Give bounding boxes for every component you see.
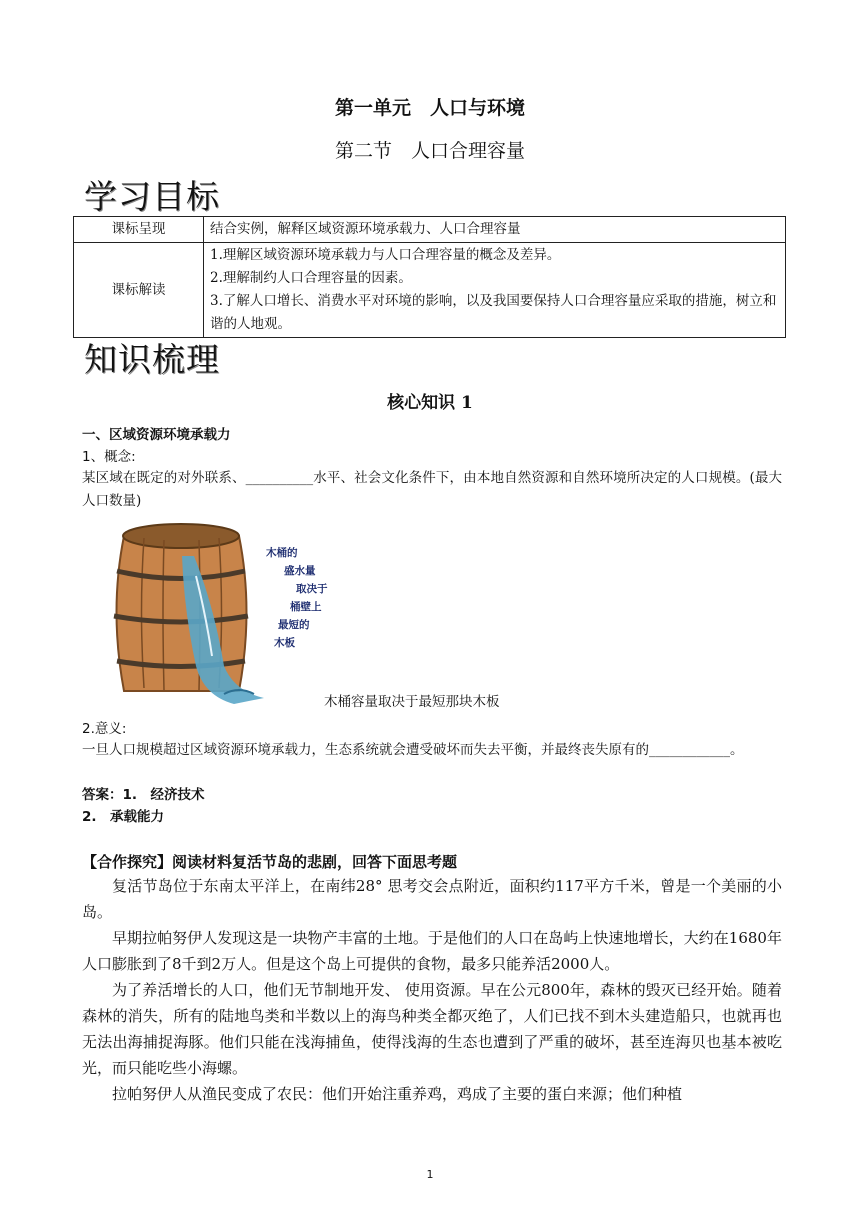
barrel-handwriting [266,544,328,652]
page-number: 1 [426,1168,434,1181]
story-paragraph: 复活节岛位于东南太平洋上，在南纬28° 思考交会点附近，面积约117平方千米，曾是一个美丽的小岛。 [82,877,782,921]
core-knowledge-title: 核心知识 1 [387,393,473,413]
knowledge-review-heading: 知识梳理 [84,340,220,379]
section-title: 第二节 人口合理容量 [334,140,525,162]
unit-title: 第一单元 人口与环境 [334,97,525,119]
handwriting-line: 木板 [274,637,295,649]
handwriting-line: 桶壁上 [290,601,322,613]
row-content [204,243,786,338]
story-paragraph: 为了养活增长的人口，他们无节制地开发、 使用资源。早在公元800年，森林的毁灭已经开始。随着森林的消失，所有的陆地鸟类和半数以上的海鸟种类全都灭绝了，人们已找不到木头建造船只，也就再也无法出海捕捉海豚。他们只能在浅海捕鱼，使得浅海的生态也遭到了严重的破坏，甚至连海贝也基本被吃光，而只能吃些小海螺。 [82,981,782,1077]
concept-text: 某区域在既定的对外联系、__________水平、社会文化条件下，由本地自然资源和自然环境所决定的人口规模。(最大人口数量) [82,470,782,509]
row-label: 课标解读 [74,243,204,338]
row-line: 结合实例，解释区域资源环境承载力、人口合理容量 [210,221,521,237]
table-row [74,243,786,338]
row-content [204,217,786,243]
image-caption: 木桶容量取决于最短那块木板 [324,694,500,710]
story-paragraph: 早期拉帕努伊人发现这是一块物产丰富的土地。于是他们的人口在岛屿上快速地增长，大约在1680年人口膨胀到了8千到2万人。但是这个岛上可提供的食物，最多只能养活2000人。 [82,929,782,973]
story-paragraph: 拉帕努伊人从渔民变成了农民：他们开始注重养鸡，鸡成了主要的蛋白来源；他们种植 [112,1085,683,1103]
learning-goals-table [73,216,786,338]
meaning-label: 2.意义: [82,721,127,737]
cooperative-inquiry-heading: 【合作探究】阅读材料复活节岛的悲剧，回答下面思考题 [82,853,458,871]
row-line: 3.了解人口增长、消费水平对环境的影响，以及我国要保持人口合理容量应采取的措施，树立和谐的人地观。 [210,293,777,332]
story-body [82,873,782,1107]
handwriting-line: 木桶的 [266,547,298,559]
meaning-text: 一旦人口规模超过区域资源环境承载力，生态系统就会遭受破坏而失去平衡，并最终丧失原有的____________。 [82,742,744,758]
handwriting-line: 最短的 [278,619,310,631]
handwriting-line: 取决于 [296,583,328,595]
row-line: 2.理解制约人口合理容量的因素。 [210,270,412,286]
handwriting-line: 盛水量 [284,565,316,577]
answer-line-1: 答案：1. 经济技术 [82,787,205,803]
subsection-heading: 一、区域资源环境承载力 [82,427,231,443]
table-row [74,217,786,243]
learning-goals-heading: 学习目标 [84,177,220,216]
concept-label: 1、概念: [82,449,136,465]
answer-line-2: 2. 承载能力 [82,809,165,825]
row-label: 课标呈现 [74,217,204,243]
row-line: 1.理解区域资源环境承载力与人口合理容量的概念及差异。 [210,247,561,263]
